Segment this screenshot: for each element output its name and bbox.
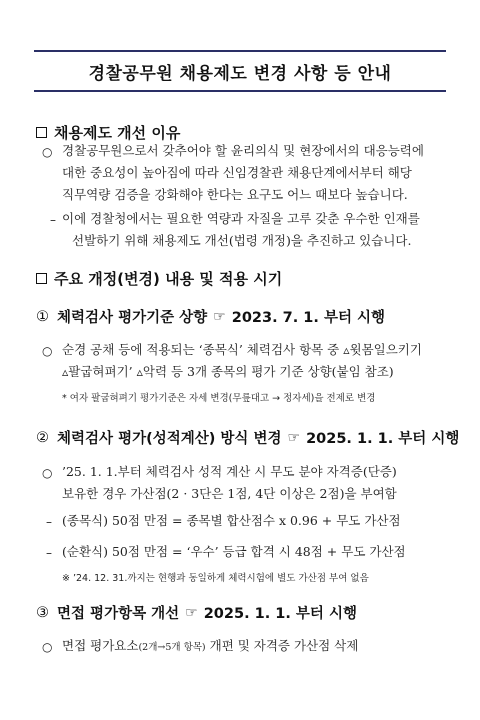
square-bullet-icon <box>36 273 47 284</box>
pointing-hand-icon: ☞ <box>213 308 226 325</box>
policy-paragraph <box>62 208 420 252</box>
item-1-note: * 여자 팔굽혀펴기 평가기준은 자세 변경(무릎대고 → 정자세)을 전제로 변경 <box>62 393 376 404</box>
item-2-sub-1 <box>62 510 401 532</box>
item-number: ③ <box>36 604 49 621</box>
item-2-note: ※ ’24. 12. 31.까지는 현행과 동일하게 체력시험에 별도 가산점 부여 없음 <box>62 573 369 584</box>
circle-bullet: ○ <box>42 344 53 358</box>
item-1-heading <box>36 306 385 327</box>
section-heading-changes <box>36 268 282 289</box>
item-2-paragraph <box>62 461 397 505</box>
paragraph-line: 직무역량 검증을 강화해야 한다는 요구도 어느 때보다 높습니다. <box>62 187 408 202</box>
item-number: ② <box>36 429 49 446</box>
dash-bullet: – <box>46 515 52 529</box>
dash-bullet: – <box>46 546 52 560</box>
reason-paragraph <box>62 140 424 206</box>
item-number: ① <box>36 308 49 325</box>
circle-bullet: ○ <box>42 145 53 159</box>
paragraph-line: 보유한 경우 가산점(2 · 3단은 1점, 4단 이상은 2점)을 부여함 <box>62 486 397 501</box>
pointing-hand-icon: ☞ <box>287 429 301 446</box>
item-title: 체력검사 평가기준 상향 <box>57 310 208 326</box>
pointing-hand-icon: ☞ <box>185 604 198 621</box>
circle-bullet: ○ <box>42 466 53 480</box>
page-title: 경찰공무원 채용제도 변경 사항 등 안내 <box>88 63 392 84</box>
paragraph-line: (종목식) 50점 만점 = 종목별 합산점수 x 0.96 + 무도 가산점 <box>62 513 401 528</box>
text-segment: 면접 평가요소 <box>62 638 139 653</box>
item-3-heading <box>36 602 357 623</box>
item-1-paragraph <box>62 339 422 383</box>
title-box <box>34 50 446 92</box>
paragraph-line: 대한 중요성이 높아짐에 따라 신임경찰관 채용단계에서부터 해당 <box>62 165 412 180</box>
square-bullet-icon <box>36 127 47 138</box>
item-title: 체력검사 평가(성적계산) 방식 변경 <box>57 431 282 447</box>
section-heading-text: 주요 개정(변경) 내용 및 적용 시기 <box>54 270 283 288</box>
item-2-heading <box>36 427 459 448</box>
paragraph-line: 경찰공무원으로서 갖추어야 할 윤리의식 및 현장에서의 대응능력에 <box>62 143 424 158</box>
item-2-sub-2 <box>62 541 406 563</box>
item-3-paragraph <box>62 635 358 659</box>
section-heading-text: 채용제도 개선 이유 <box>54 124 181 142</box>
paragraph-line: ’25. 1. 1.부터 체력검사 성적 계산 시 무도 분야 자격증(단증) <box>62 464 397 479</box>
paragraph-line: 선발하기 위해 채용제도 개선(법령 개정)을 추진하고 있습니다. <box>72 233 412 248</box>
paragraph-line: (순환식) 50점 만점 = ‘우수’ 등급 합격 시 48점 + 무도 가산점 <box>62 544 406 559</box>
paragraph-line: 이에 경찰청에서는 필요한 역량과 자질을 고루 갖춘 우수한 인재를 <box>62 211 420 226</box>
circle-bullet: ○ <box>42 640 53 654</box>
text-segment-small: (2개→5개 항목) <box>138 642 206 653</box>
item-date: 2023. 7. 1. 부터 시행 <box>231 310 386 326</box>
text-segment: 개편 및 자격증 가산점 삭제 <box>205 638 359 653</box>
paragraph-line: ▵팔굽혀펴기’ ▵악력 등 3개 종목의 평가 기준 상향(붙임 참조) <box>62 364 394 379</box>
dash-bullet: – <box>50 213 56 227</box>
paragraph-line: 순경 공채 등에 적용되는 ‘종목식’ 체력검사 항목 중 ▵윗몸일으키기 <box>62 342 422 357</box>
paragraph-line <box>62 635 358 659</box>
item-title: 면접 평가항목 개선 <box>57 606 180 622</box>
item-date: 2025. 1. 1. 부터 시행 <box>203 606 357 622</box>
item-date: 2025. 1. 1. 부터 시행 <box>306 431 460 447</box>
